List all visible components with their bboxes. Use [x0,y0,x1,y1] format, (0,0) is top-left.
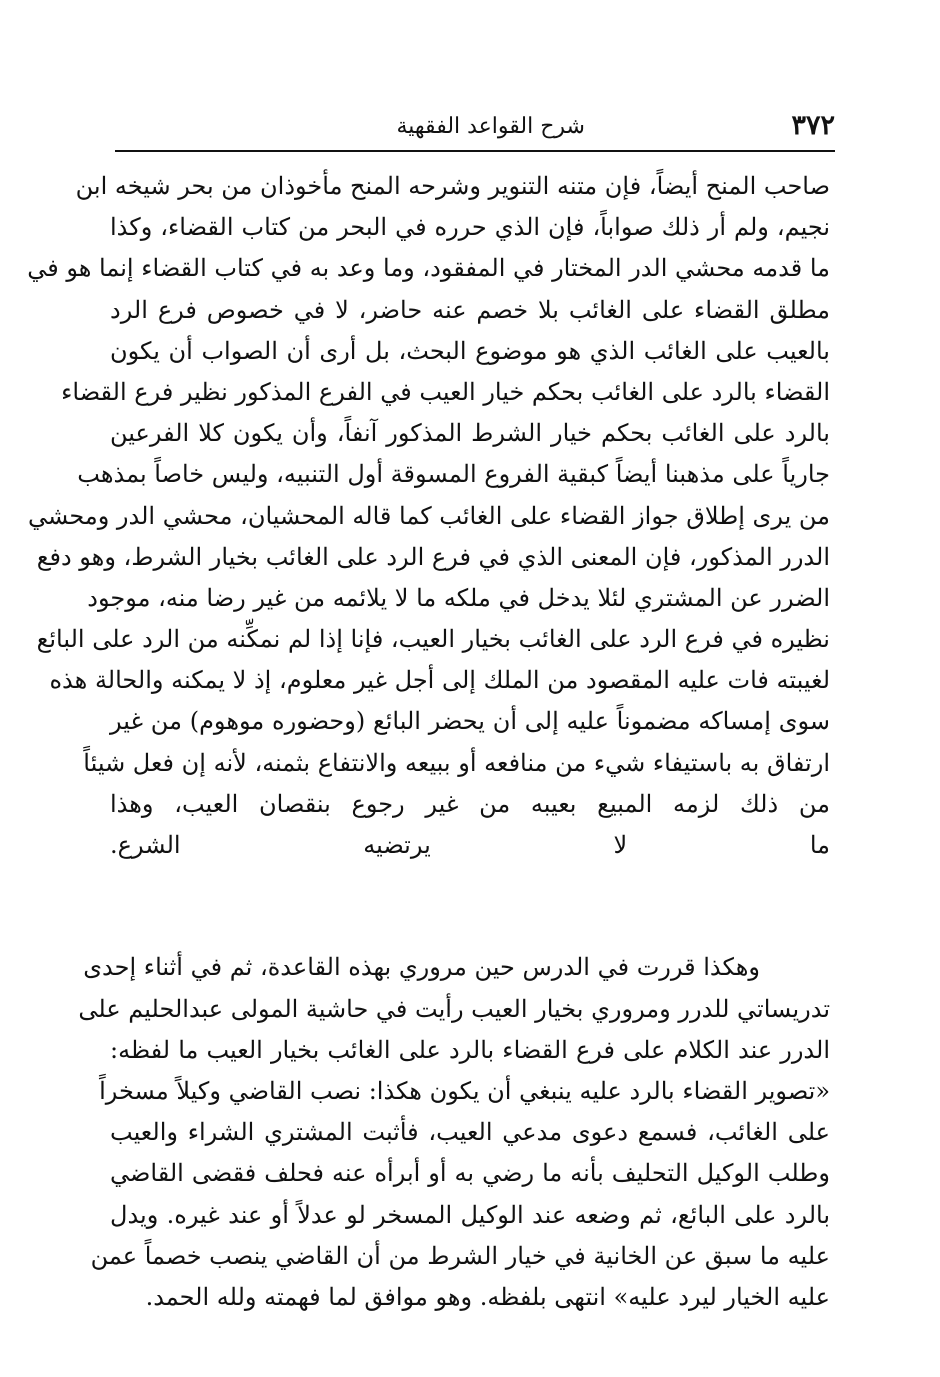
text-line: نظيره في فرع الرد على الغائب بخيار العيب، فإنا إذا لم نمكِّنه من الرد على البائع [36,625,830,654]
paragraph-2 [78,947,831,1318]
page-header [115,108,835,148]
text-line: سوى إمساكه مضموناً عليه إلى أن يحضر البائع (وحضوره موهوم) من غير [110,707,831,736]
text-line: نجيم، ولم أر ذلك صواباً، فإن الذي حرره في البحر من كتاب القضاء، وكذا [110,213,830,242]
text-line: مطلق القضاء على الغائب بلا خصم عنه حاضر، لا في خصوص فرع الرد [110,295,830,324]
text-line: بالعيب على الغائب الذي هو موضوع البحث، بل أرى أن الصواب أن يكون [110,336,830,365]
header-rule [115,150,835,152]
text-line: ارتفاق به باستيفاء شيء من منافعه أو ببيعه والانتفاع بثمنه، لأنه إن فعل شيئاً [83,748,830,777]
paragraph-1 [27,166,831,907]
text-line: بالرد على البائع، ثم وضعه عند الوكيل المسخر لو عدلاً أو عند غيره. ويدل [110,1200,831,1229]
text-line: عليه ما سبق عن الخانية في خيار الشرط من أن القاضي ينصب خصماً عمن [90,1241,830,1270]
text-line: «تصوير القضاء بالرد عليه ينبغي أن يكون هكذا: نصب القاضي وكيلاً مسخراً [99,1076,830,1105]
text-line: وهكذا قررت في الدرس حين مروري بهذه القاعدة، ثم في أثناء إحدى [83,953,760,982]
text-line: الدرر عند الكلام على فرع القضاء بالرد على الغائب بخيار العيب ما لفظه: [110,1035,830,1064]
text-line: عليه الخيار ليرد عليه» انتهى بلفظه. وهو موافق لما فهمته ولله الحمد. [145,1282,830,1311]
text-line: بالرد على الغائب بحكم خيار الشرط المذكور آنفاً، وأن يكون كلا الفرعين [110,419,830,448]
text-line: الدرر المذكور، فإن المعنى الذي في فرع الرد على الغائب بخيار الشرط، وهو دفع [36,542,830,571]
text-line: على الغائب، فسمع دعوى مدعي العيب، فأثبت المشتري الشراء والعيب [110,1118,830,1147]
page-body [27,166,831,1318]
text-line: ما قدمه محشي الدر المختار في المفقود، وما وعد به في كتاب القضاء إنما هو في [27,254,830,283]
text-line: صاحب المنح أيضاً، فإن متنه التنوير وشرحه المنح مأخوذان من بحر شيخه ابن [75,172,830,200]
text-line: الضرر عن المشتري لئلا يدخل في ملكه ما لا يلائمه من غير رضا منه، موجود [87,583,830,612]
text-line: تدريساتي للدرر ومروري بخيار العيب رأيت في حاشية المولى عبدالحليم على [78,994,830,1023]
text-line: ما لا يرتضيه الشرع. [110,831,830,859]
text-line: وطلب الوكيل التحليف بأنه ما رضي به أو أبرأه عنه فحلف فقضى القاضي [110,1159,830,1188]
text-line: جارياً على مذهبنا أيضاً كبقية الفروع المسوقة أول التنبيه، وليس خاصاً بمذهب [77,460,830,489]
text-line: من يرى إطلاق جواز القضاء على الغائب كما قاله المحشيان، محشي الدر ومحشي [27,501,830,530]
page-number: ٣٧٢ [791,110,835,141]
running-title: شرح القواعد الفقهية [396,114,585,139]
text-line: من ذلك لزمه المبيع بعيبه من غير رجوع بنقصان العيب، وهذا [110,789,830,818]
paragraph-gap [110,907,830,947]
text-line [110,866,830,907]
text-line: لغيبته فات عليه المقصود من الملك إلى أجل غير معلوم، إذ لا يمكنه والحالة هذه [49,666,830,695]
text-line: القضاء بالرد على الغائب بحكم خيار العيب في الفرع المذكور نظير فرع القضاء [61,377,830,406]
